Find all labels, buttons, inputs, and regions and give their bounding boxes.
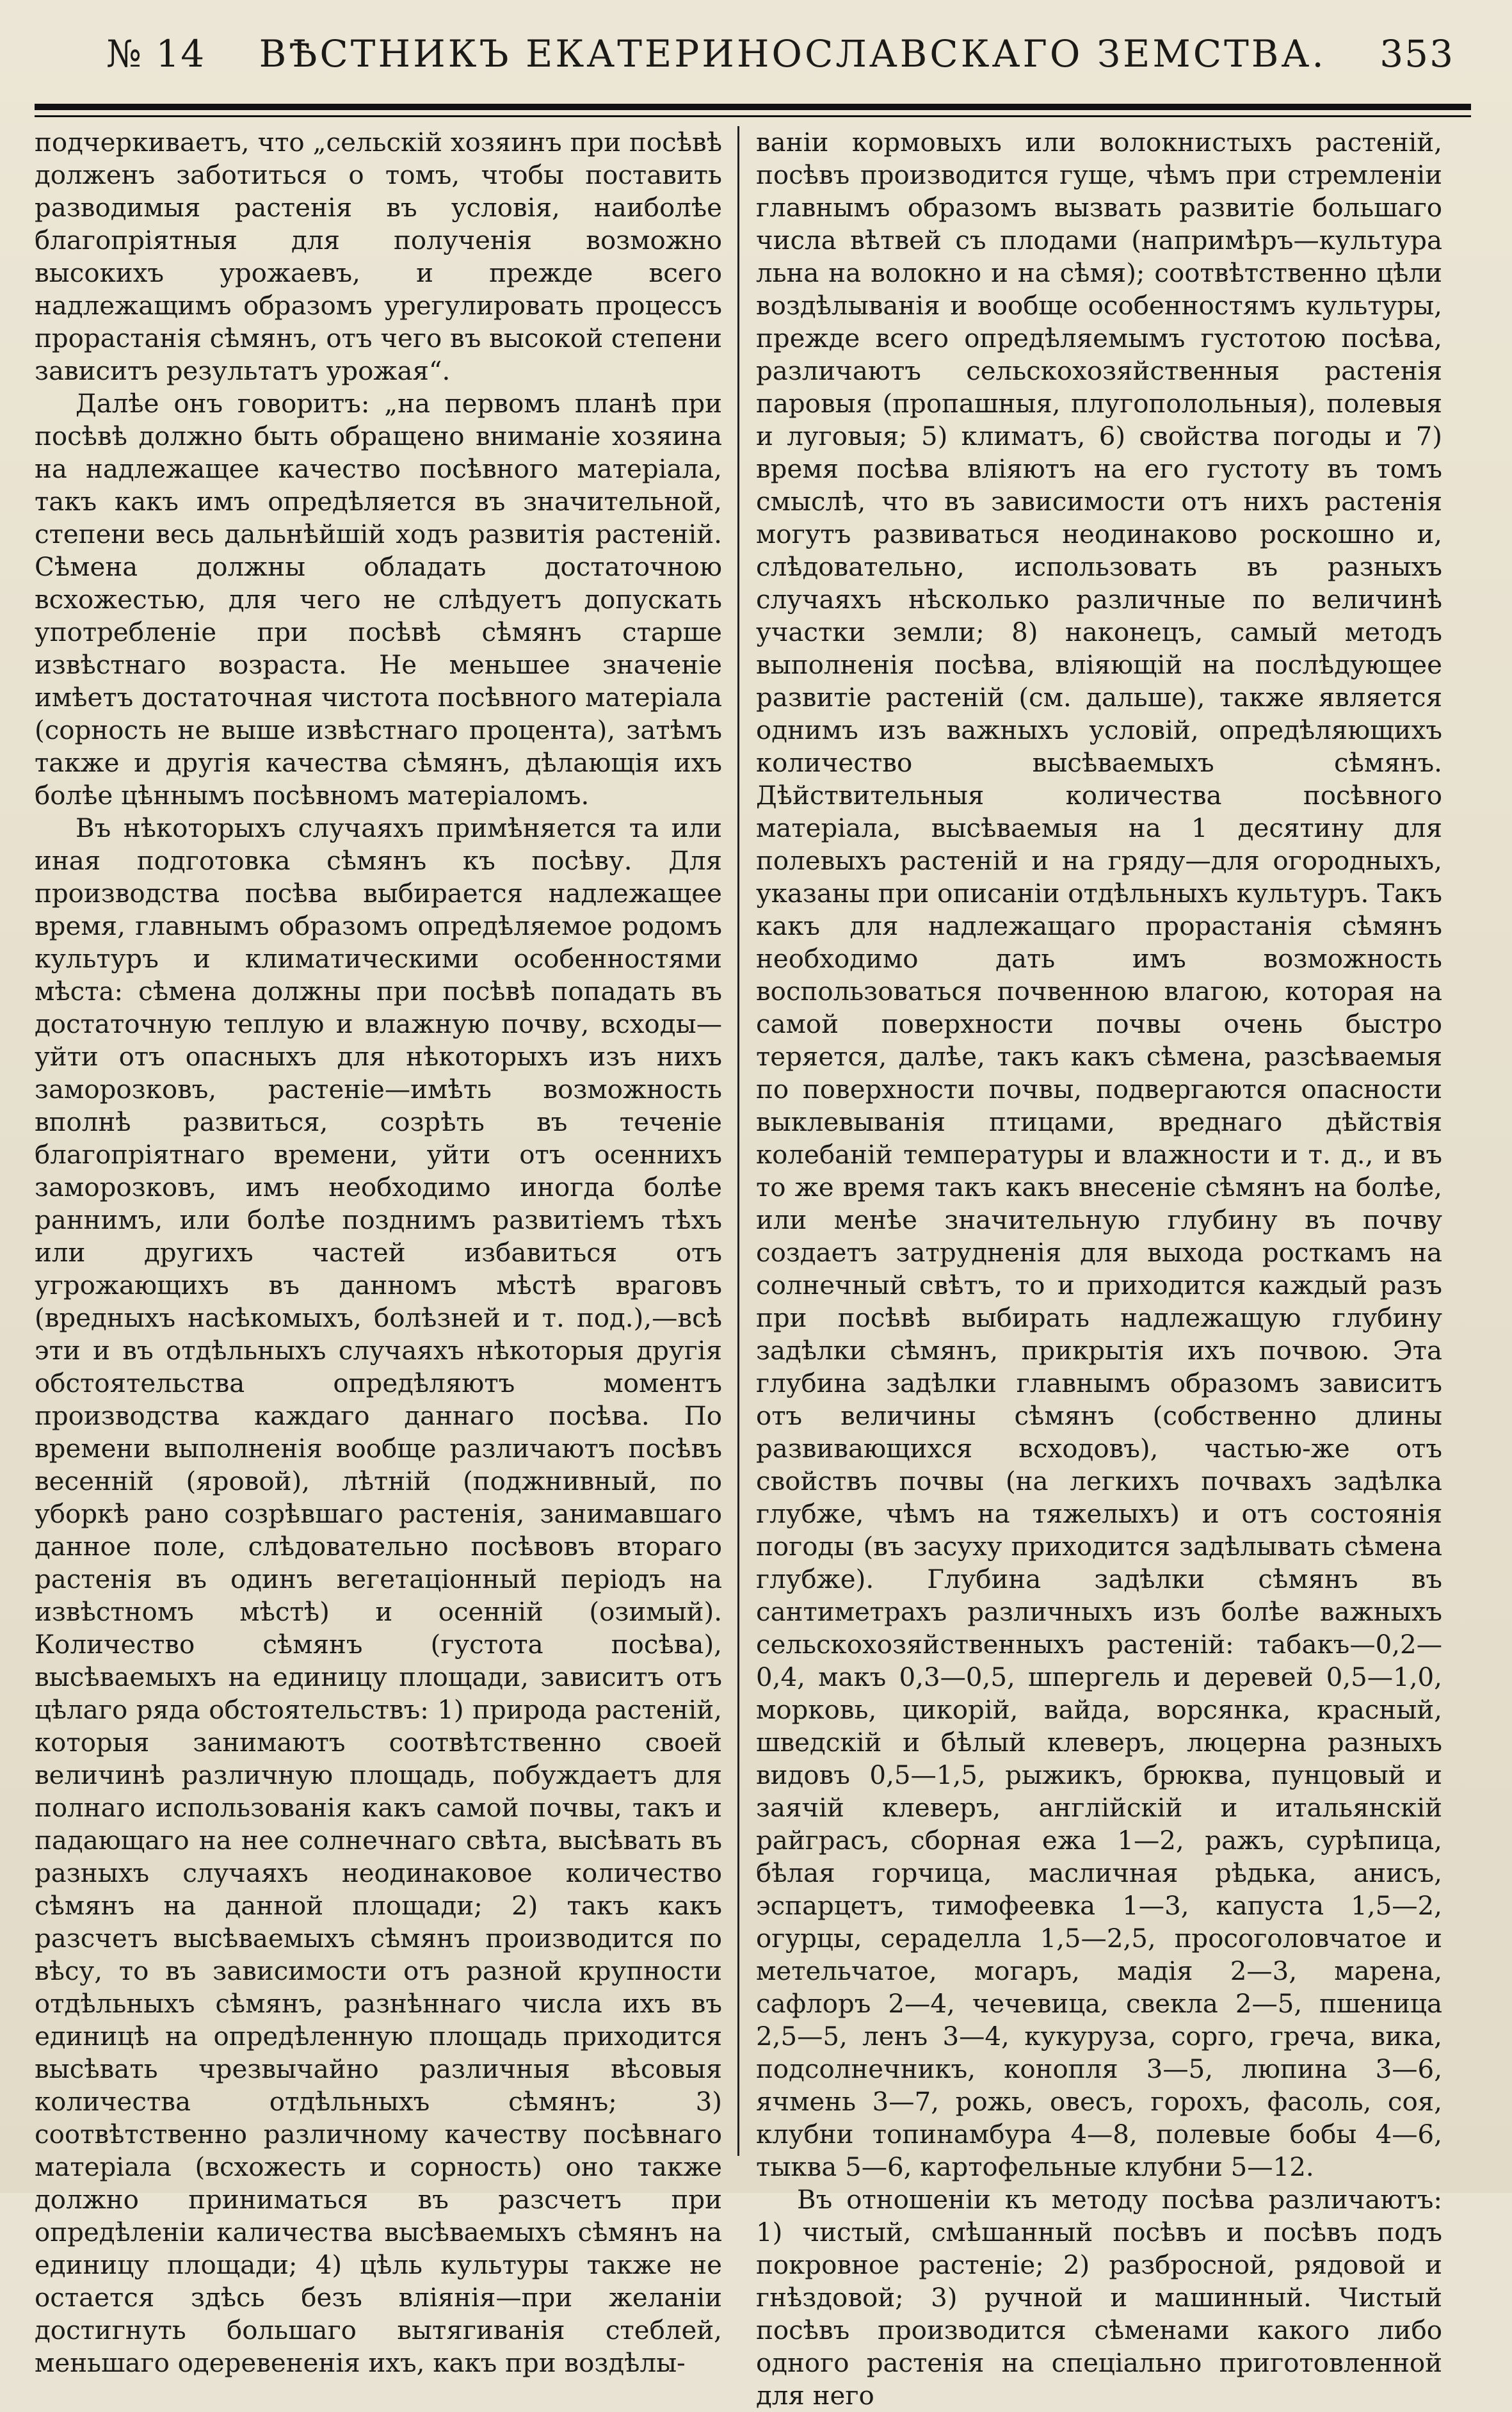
paragraph: Далѣе онъ говоритъ: „на первомъ планѣ при посѣвѣ должно быть обращено вниманіе хозяина на надлежащее качество посѣвного матеріала, такъ какъ имъ опредѣляется въ значительной, степени весь дальнѣйшій ходъ развитія растеній. Сѣмена должны обладать достаточною всхожестью, для чего не слѣдуетъ допускать употребленіе при посѣвѣ сѣмянъ старше извѣстнаго возраста. Не меньшее значеніе имѣетъ достаточная чистота посѣвного матеріала (сорность не выше извѣстнаго процента), затѣмъ также и другія качества сѣмянъ, дѣлающія ихъ болѣе цѣннымъ посѣвномъ матеріаломъ. xyxy=(35,389,722,811)
page-number: 353 xyxy=(1379,32,1454,76)
right-column xyxy=(746,126,1442,2411)
header-rule-thick xyxy=(35,104,1471,110)
paragraph: ваніи кормовыхъ или волокнистыхъ растеній, посѣвъ производится гуще, чѣмъ при стремленіи главнымъ образомъ вызвать развитіе большаго числа вѣтвей съ плодами (напримѣръ—культура льна на волокно и на сѣмя); соотвѣтственно цѣли воздѣлыванія и вообще особенностямъ культуры, прежде всего опредѣляемымъ густотою посѣва, различаютъ сельскохозяйственныя растенія паровыя (пропашныя, плугополольныя), полевыя и луговыя; 5) климатъ, 6) свойства погоды и 7) время посѣва вліяютъ на его густоту въ томъ смыслѣ, что въ зависимости отъ нихъ растенія могутъ развиваться неодинаково роскошно и, слѣдовательно, использовать въ разныхъ случаяхъ нѣсколько различные по величинѣ участки земли; 8) наконецъ, самый методъ выполненія посѣва, вліяющій на послѣдующее развитіе растеній (см. дальше), также является однимъ изъ важныхъ условій, опредѣляющихъ количество высѣваемыхъ сѣмянъ. Дѣйствительныя количества посѣвного матеріала, высѣваемыя на 1 десятину для полевыхъ растеній и на гряду—для огородныхъ, указаны при описаніи отдѣльныхъ культуръ. Такъ какъ для надлежащаго прорастанія сѣмянъ необходимо дать имъ возможность воспользоваться почвенною влагою, которая на самой поверхности почвы очень быстро теряется, далѣе, такъ какъ сѣмена, разсѣваемыя по поверхности почвы, подвергаются опасности выклевыванія птицами, вреднаго дѣйствія колебаній температуры и влажности и т. д., и въ то же время такъ какъ внесеніе сѣмянъ на болѣе, или менѣе значительную глубину въ почву создаетъ затрудненія для выхода росткамъ на солнечный свѣтъ, то и приходится каждый разъ при посѣвѣ выбирать надлежащую глубину задѣлки сѣмянъ, прикрытія ихъ почвою. Эта глубина задѣлки главнымъ образомъ зависитъ отъ величины сѣмянъ (собственно длины развивающихся всходовъ), частью-же отъ свойствъ почвы (на легкихъ почвахъ задѣлка глубже, чѣмъ на тяжелыхъ) и отъ состоянія погоды (въ засуху приходится задѣлывать сѣмена глубже). Глубина задѣлки сѣмянъ въ сантиметрахъ различныхъ изъ болѣе важныхъ сельскохозяйственныхъ растеній: табакъ—0,2—0,4, макъ 0,3—0,5, шпергель и деревей 0,5—1,0, морковь, цикорій, вайда, ворсянка, красный, шведскій и бѣлый клеверъ, люцерна разныхъ видовъ 0,5—1,5, рыжикъ, брюква, пунцовый и заячій клеверъ, англійскій и итальянскій райграсъ, сборная ежа 1—2, ражъ, сурѣпица, бѣлая горчица, масличная рѣдька, анисъ, эспарцетъ, тимофеевка 1—3, капуста 1,5—2, огурцы, сераделла 1,5—2,5, просоголовчатое и метельчатое, могаръ, мадія 2—3, марена, сафлоръ 2—4, чечевица, свекла 2—5, пшеница 2,5—5, ленъ 3—4, кукуруза, сорго, греча, вика, подсолнечникъ, конопля 3—5, люпина 3—6, ячмень 3—7, рожь, овесъ, горохъ, фасоль, соя, клубни топинамбура 4—8, полевые бобы 4—6, тыква 5—6, картофельные клубни 5—12. xyxy=(756,127,1442,2182)
issue-number: № 14 xyxy=(106,32,206,76)
column-divider xyxy=(737,126,739,2156)
page-header xyxy=(35,32,1471,96)
text-columns xyxy=(35,126,1471,2411)
publication-title: ВѢСТНИКЪ ЕКАТЕРИНОСЛАВСКАГО ЗЕМСТВА. xyxy=(259,32,1326,76)
left-column xyxy=(35,126,731,2378)
paragraph: Въ нѣкоторыхъ случаяхъ примѣняется та или иная подготовка сѣмянъ къ посѣву. Для производства посѣва выбирается надлежащее время, главнымъ образомъ опредѣляемое родомъ культуръ и климатическими особенностями мѣста: сѣмена должны при посѣвѣ попадать въ достаточную теплую и влажную почву, всходы—уйти отъ опасныхъ для нѣкоторыхъ изъ нихъ заморозковъ, растеніе—имѣть возможность вполнѣ развиться, созрѣть въ теченіе благопріятнаго времени, уйти отъ осеннихъ заморозковъ, имъ необходимо иногда болѣе раннимъ, или болѣе позднимъ развитіемъ тѣхъ или другихъ частей избавиться отъ угрожающихъ въ данномъ мѣстѣ враговъ (вредныхъ насѣкомыхъ, болѣзней и т. под.),—всѣ эти и въ отдѣльныхъ случаяхъ нѣкоторыя другія обстоятельства опредѣляютъ моментъ производства каждаго даннаго посѣва. По времени выполненія вообще различаютъ посѣвъ весенній (яровой), лѣтній (поджнивный, по уборкѣ рано созрѣвшаго растенія, занимавшаго данное поле, слѣдовательно посѣвовъ втораго растенія въ одинъ вегетаціонный періодъ на извѣстномъ мѣстѣ) и осенній (озимый). Количество сѣмянъ (густота посѣва), высѣваемыхъ на единицу площади, зависитъ отъ цѣлаго ряда обстоятельствъ: 1) природа растеній, которыя занимаютъ соотвѣтственно своей величинѣ различную площадь, побуждаетъ для полнаго использованія какъ самой почвы, такъ и падающаго на нее солнечнаго свѣта, высѣвать въ разныхъ случаяхъ неодинаковое количество сѣмянъ на данной площади; 2) такъ какъ разсчетъ высѣваемыхъ сѣмянъ производится по вѣсу, то въ зависимости отъ разной крупности отдѣльныхъ сѣмянъ, разнѣннаго числа ихъ въ единицѣ на опредѣленную площадь приходится высѣвать чрезвычайно различныя вѣсовыя количества отдѣльныхъ сѣмянъ; 3) соотвѣтственно различному качеству посѣвнаго матеріала (всхожесть и сорность) оно также должно приниматься въ разсчетъ при опредѣленіи каличества высѣваемыхъ сѣмянъ на единицу площади; 4) цѣль культуры также не остается здѣсь безъ вліянія—при желаніи достигнуть большаго вытягиванія стеблей, меньшаго одеревененія ихъ, какъ при воздѣлы- xyxy=(35,813,722,2378)
paragraph: подчеркиваетъ, что „сельскій хозяинъ при посѣвѣ долженъ заботиться о томъ, чтобы поставить разводимыя растенія въ условія, наиболѣе благопріятныя для полученія возможно высокихъ урожаевъ, и прежде всего надлежащимъ образомъ урегулировать процессъ прорастанія сѣмянъ, отъ чего въ высокой степени зависитъ результатъ урожая“. xyxy=(35,127,722,386)
header-rule-thin xyxy=(35,115,1471,117)
paragraph: Въ отношеніи къ методу посѣва различаютъ: 1) чистый, смѣшанный посѣвъ и посѣвъ подъ покровное растеніе; 2) разбросной, рядовой и гнѣздовой; 3) ручной и машинный. Чистый посѣвъ производится сѣменами какого либо одного растенія на спеціально приготовленной для него xyxy=(756,2185,1442,2411)
